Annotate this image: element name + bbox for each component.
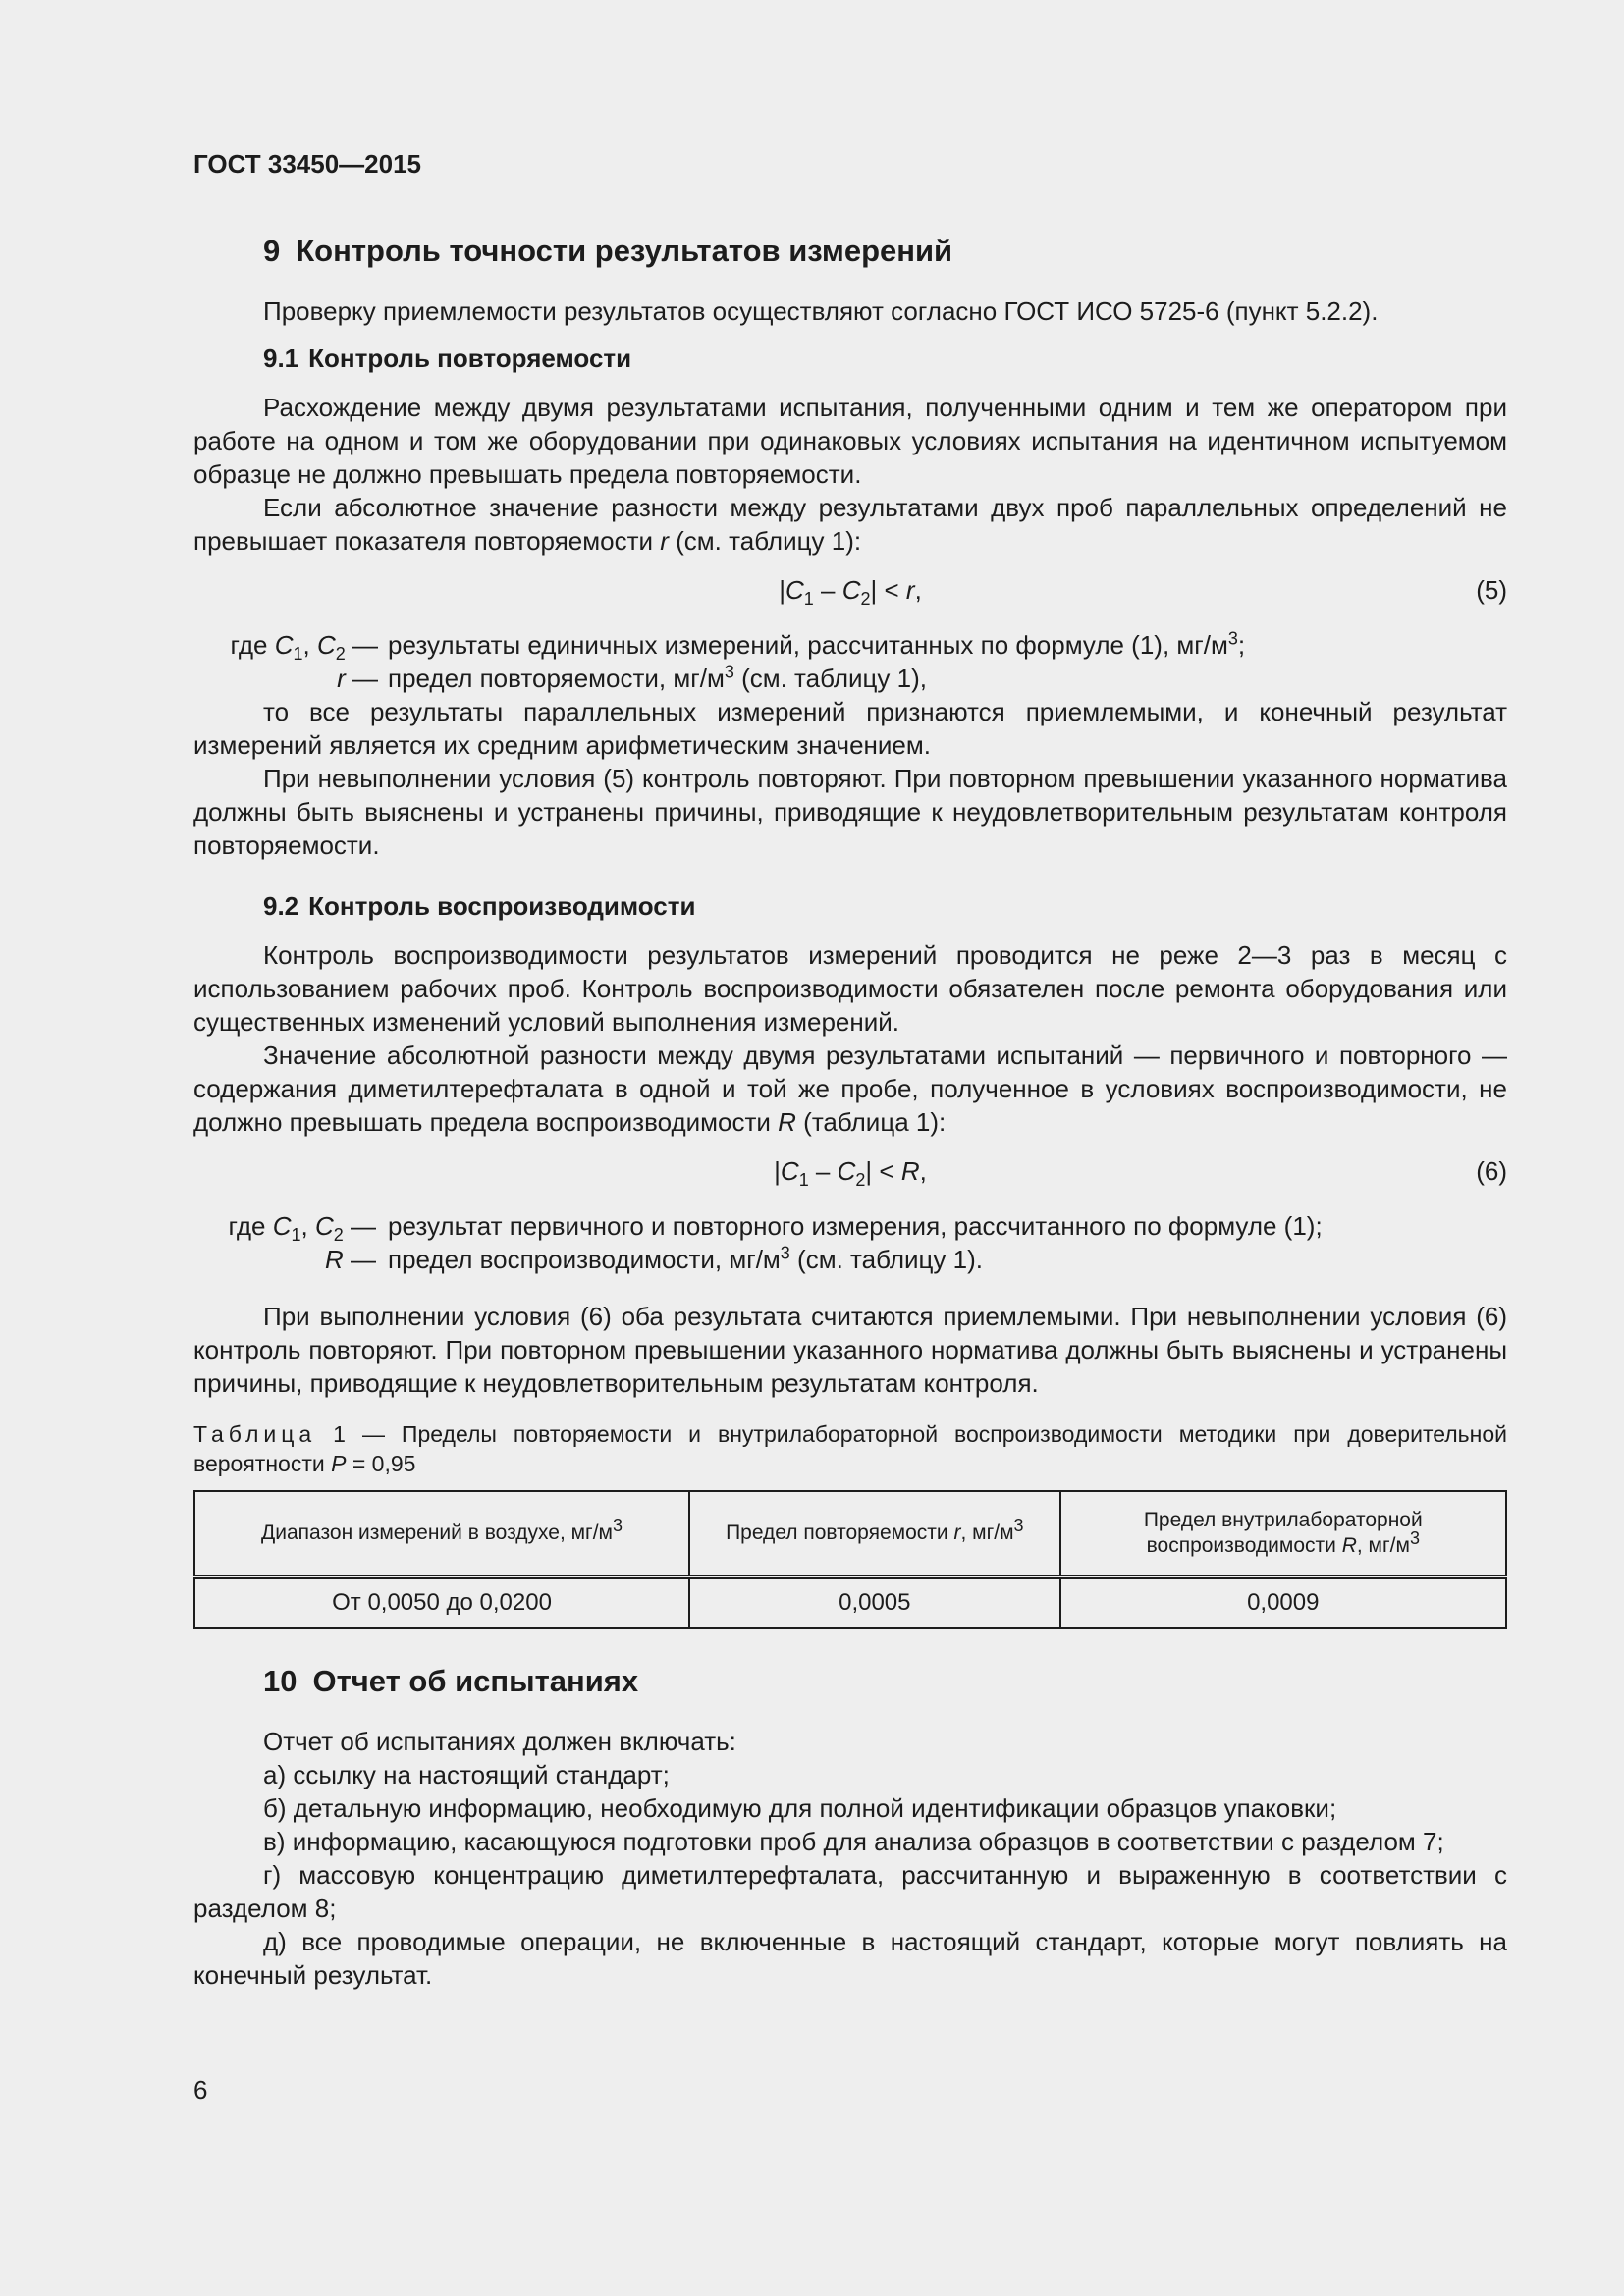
- formula-number: (5): [1476, 575, 1507, 605]
- table-row: [194, 1577, 1506, 1629]
- paragraph: Если абсолютное значение разности между результатами двух проб параллельных определений не превышает показателя повторяемости r (см. таблицу 1):: [193, 493, 1507, 556]
- formula-number: (6): [1476, 1156, 1507, 1186]
- formula-legend: [193, 628, 1507, 695]
- table-header-cell: Предел внутрилабораторной воспроизводимости R, $мг/м^3$: [1060, 1491, 1506, 1577]
- table-header-row: [194, 1491, 1506, 1577]
- legend-term: где $C_1$, $C_2$ —: [230, 630, 378, 665]
- subsection-title: Контроль повторяемости: [308, 344, 632, 373]
- table-1: [193, 1490, 1507, 1629]
- paragraph: Контроль воспроизводимости результатов измерений проводится не реже 2—3 раз в месяц с использованием рабочих проб. Контроль воспроизводимости обязателен после ремонта оборудования или существенных изменений условий выполнения измерений.: [193, 940, 1507, 1037]
- formula-legend: [193, 1209, 1507, 1276]
- legend-definition: результат первичного и повторного измерения, рассчитанного по формуле (1);: [388, 1211, 1323, 1241]
- subsection-9-2-heading: [193, 889, 1507, 923]
- legend-definition: результаты единичных измерений, рассчитанных по формуле (1), $мг/м^3$;: [388, 628, 1246, 660]
- paragraph: то все результаты параллельных измерений признаются приемлемыми, и конечный результат измерений является их средним арифметическим значением.: [193, 697, 1507, 760]
- formula-expression: $|C_1 - C_2| < r$,: [779, 575, 922, 610]
- legend-definition: предел воспроизводимости, $мг/м^3$ (см. таблицу 1).: [388, 1243, 983, 1274]
- list-item: в) информацию, касающуюся подготовки проб для анализа образцов в соответствии с разделом 7;: [263, 1827, 1444, 1856]
- subsection-number: 9.1: [263, 344, 299, 373]
- table-cell: 0,0009: [1060, 1577, 1506, 1629]
- section-title: Отчет об испытаниях: [312, 1664, 639, 1698]
- table-cell: От 0,0050 до 0,0200: [194, 1577, 689, 1629]
- formula-6: [193, 1148, 1507, 1196]
- list-item: г) массовую концентрацию диметилтерефталата, рассчитанную и выраженную в соответствии с разделом 8;: [193, 1860, 1507, 1923]
- section-number: 10: [263, 1664, 298, 1698]
- table-caption: Таблица 1 — Пределы повторяемости и внутрилабораторной воспроизводимости методики при доверительной вероятности P = 0,95: [193, 1421, 1507, 1476]
- list-item: а) ссылку на настоящий стандарт;: [263, 1760, 670, 1789]
- paragraph: При невыполнении условия (5) контроль повторяют. При повторном превышении указанного норматива должны быть выяснены и устранены причины, приводящие к неудовлетворительным результатам контроля повторяемости.: [193, 764, 1507, 860]
- paragraph: Отчет об испытаниях должен включать:: [263, 1727, 736, 1756]
- formula-5: [193, 567, 1507, 614]
- table-cell: 0,0005: [689, 1577, 1059, 1629]
- section-10-heading: [193, 1662, 1507, 1701]
- document-code: ГОСТ 33450—2015: [193, 149, 421, 179]
- table-header-cell: Диапазон измерений в воздухе, $мг/м^3$: [194, 1491, 689, 1577]
- legend-term: где $C_1$, $C_2$ —: [228, 1211, 376, 1246]
- legend-term: R —: [324, 1245, 376, 1274]
- list-item: б) детальную информацию, необходимую для полной идентификации образцов упаковки;: [263, 1793, 1337, 1823]
- page-number: 6: [193, 2075, 208, 2105]
- section-9-intro: Проверку приемлемости результатов осуществляют согласно ГОСТ ИСО 5725-6 (пункт 5.2.2).: [263, 296, 1379, 326]
- section-title: Контроль точности результатов измерений: [296, 234, 953, 268]
- subsection-9-1-heading: [193, 342, 1507, 375]
- section-9-heading: [193, 232, 1507, 271]
- subsection-number: 9.2: [263, 891, 299, 921]
- paragraph: Значение абсолютной разности между двумя результатами испытаний — первичного и повторного — содержания диметилтерефталата в одной и той же пробе, полученное в условиях воспроизводимости, не должно превышать предела воспроизводимости R (таблица 1):: [193, 1041, 1507, 1137]
- page-content: [193, 147, 1507, 1992]
- paragraph: При выполнении условия (6) оба результата считаются приемлемыми. При невыполнении условия (6) контроль повторяют. При повторном превышении указанного норматива должны быть выяснены и устранены причины, приводящие к неудовлетворительным результатам контроля.: [193, 1302, 1507, 1398]
- legend-definition: предел повторяемости, $мг/м^3$ (см. таблицу 1),: [388, 662, 927, 693]
- formula-expression: $|C_1 - C_2| < R$,: [774, 1156, 927, 1191]
- section-number: 9: [263, 234, 281, 268]
- list-item: д) все проводимые операции, не включенные в настоящий стандарт, которые могут повлиять на конечный результат.: [193, 1927, 1507, 1990]
- paragraph: Расхождение между двумя результатами испытания, полученными одним и тем же оператором при работе на одном и том же оборудовании при одинаковых условиях испытания на идентичном испытуемом образце не должно превышать предела повторяемости.: [193, 393, 1507, 489]
- subsection-title: Контроль воспроизводимости: [308, 891, 696, 921]
- table-header-cell: Предел повторяемости r, $мг/м^3$: [689, 1491, 1059, 1577]
- legend-term: r —: [337, 664, 378, 693]
